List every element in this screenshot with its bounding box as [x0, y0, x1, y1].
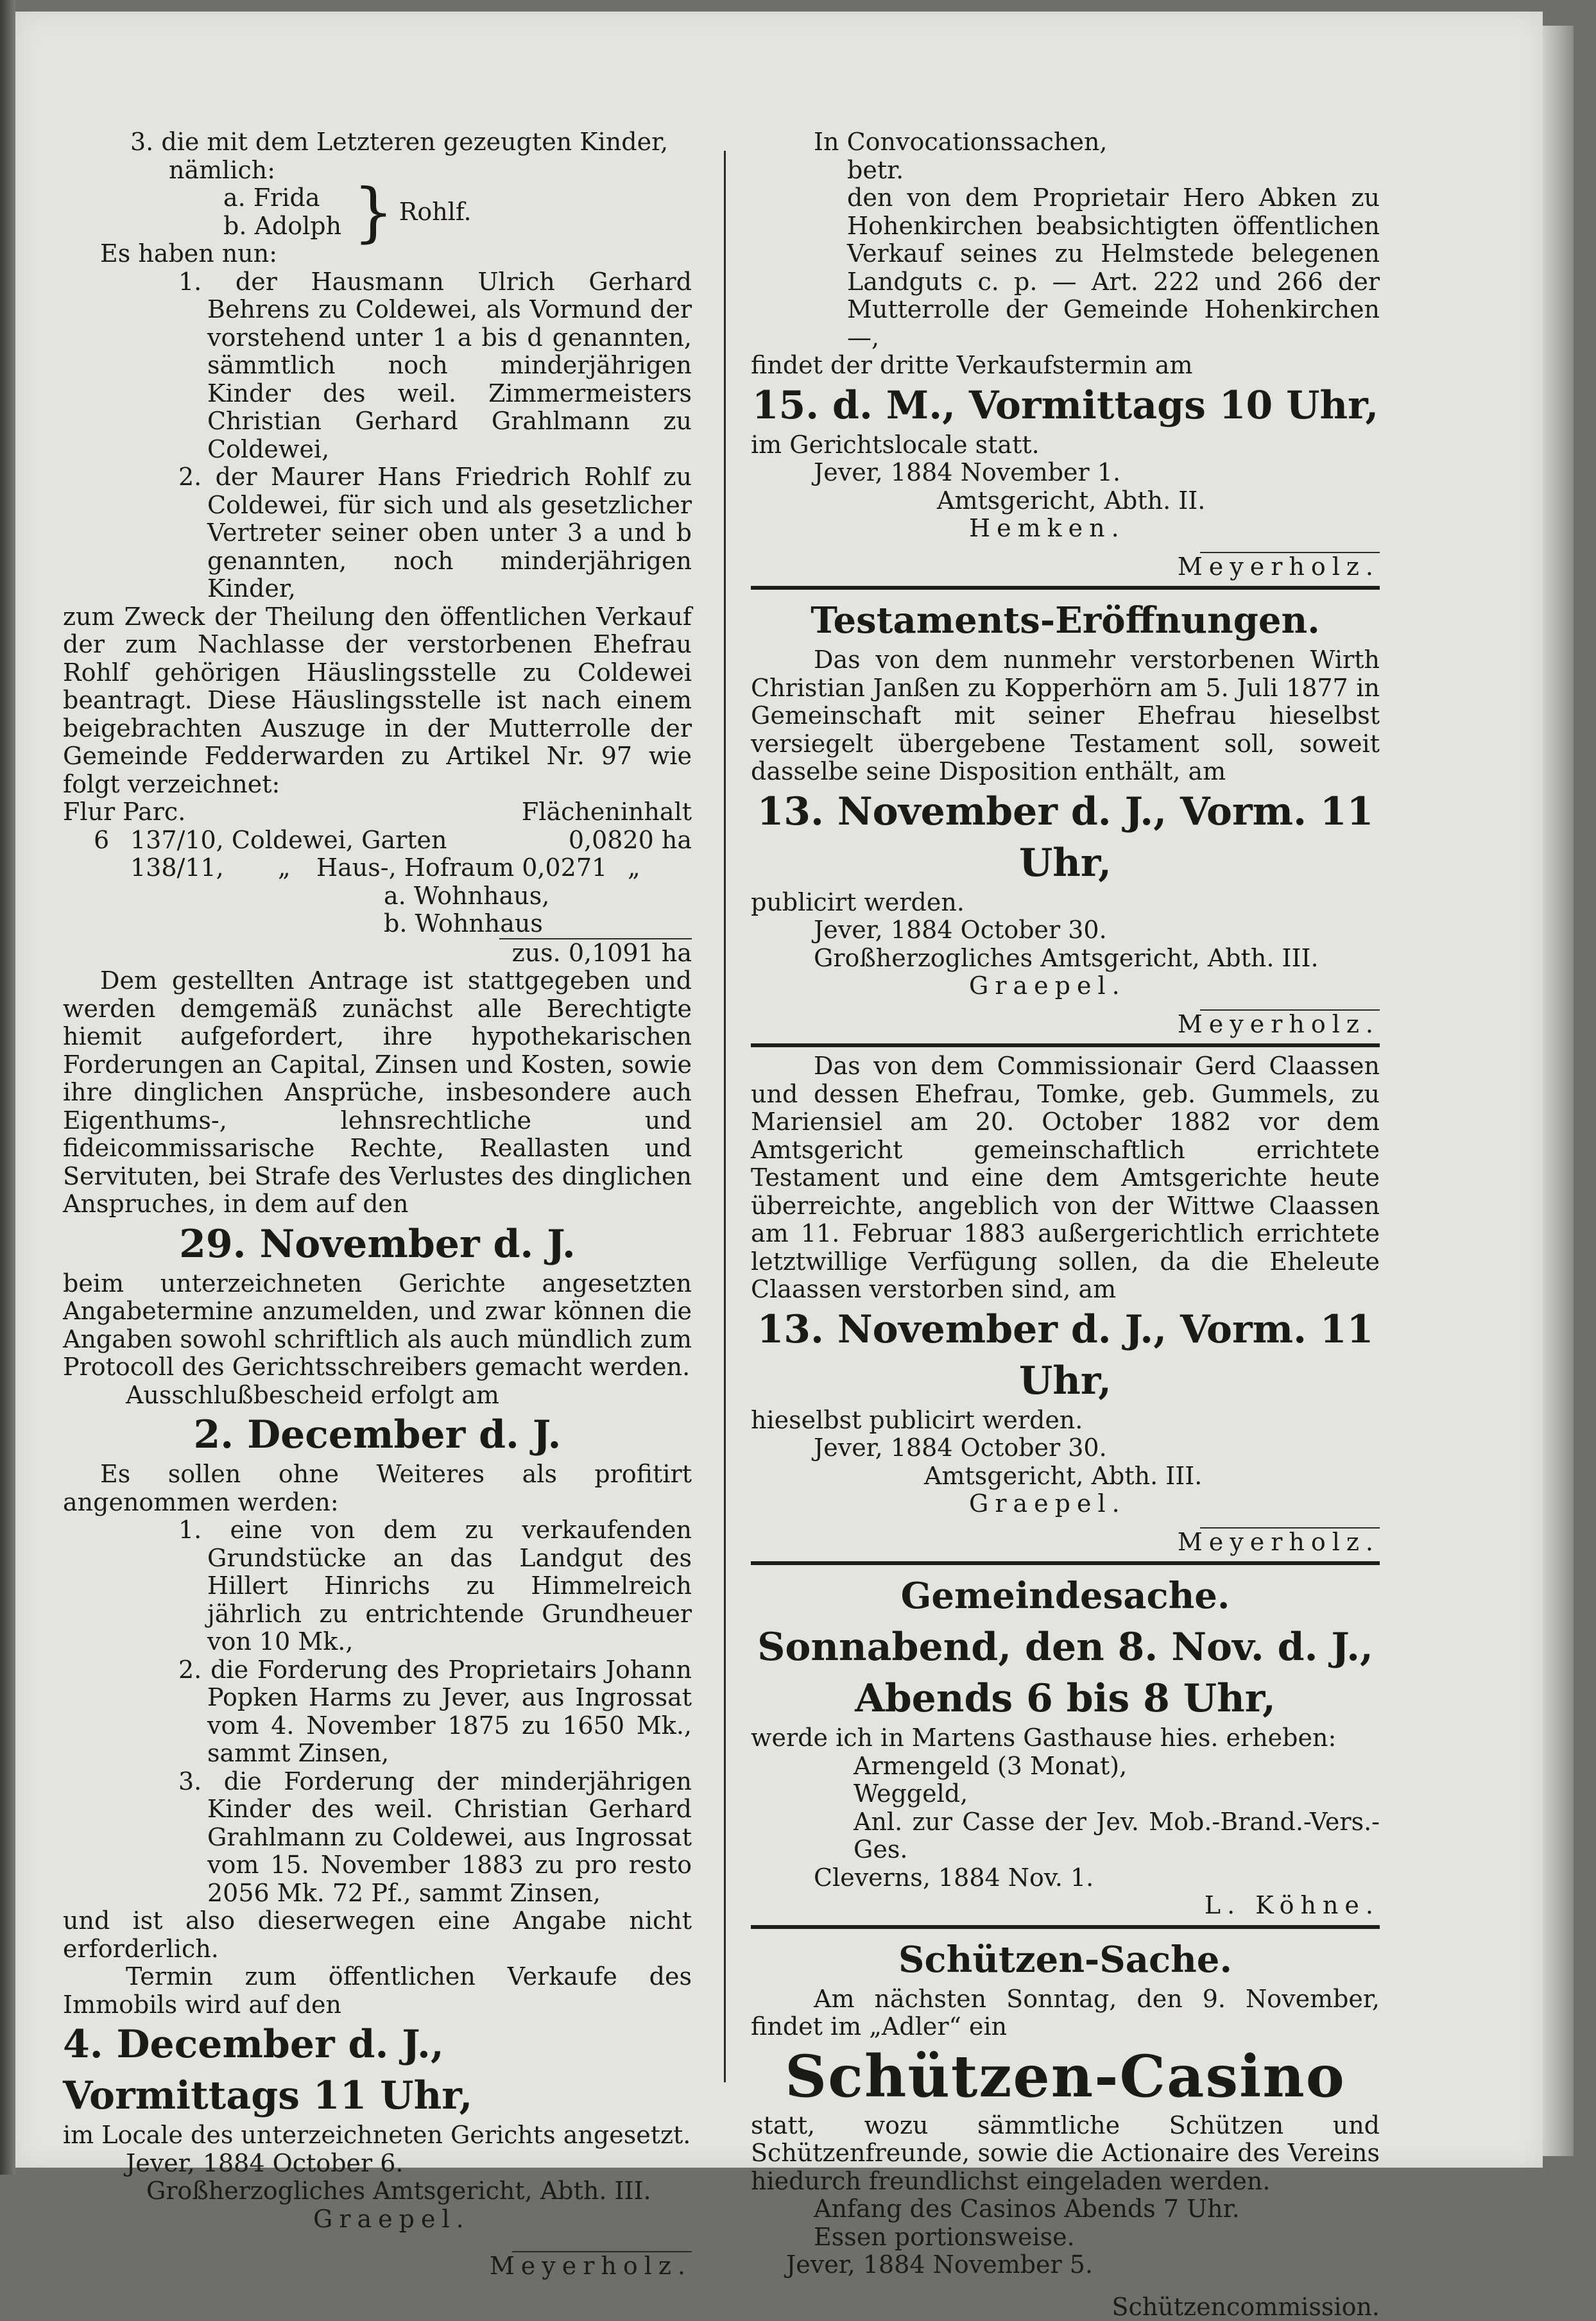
- date-heading: 4. December d. J., Vormittags 11 Uhr,: [63, 2019, 692, 2121]
- table-cell: b. Wohnhaus: [63, 910, 692, 938]
- text-line: werde ich in Martens Gasthause hies. erheben:: [751, 1724, 1380, 1752]
- paragraph: Am nächsten Sonntag, den 9. November, findet im „Adler“ ein: [751, 1985, 1380, 2041]
- date-heading: Sonnabend, den 8. Nov. d. J.,: [751, 1622, 1380, 1673]
- court-name: Großherzogliches Amtsgericht, Abth. III.: [751, 945, 1380, 973]
- clerk-name: Meyerholz.: [751, 1011, 1380, 1039]
- child-a: a. Frida: [223, 184, 341, 212]
- date-heading: 13. November d. J., Vorm. 11 Uhr,: [751, 1304, 1380, 1407]
- section-rule: [751, 1925, 1380, 1929]
- table-cell: 137/10, Coldewei, Garten: [130, 826, 569, 855]
- text-line: Es haben nun:: [63, 240, 692, 268]
- list-item: Weggeld,: [751, 1780, 1380, 1808]
- judge-name: Hemken.: [751, 515, 1380, 543]
- paragraph: Ausschlußbescheid erfolgt am: [63, 1382, 692, 1410]
- text-line: betr.: [751, 157, 1380, 185]
- clerk-name: Meyerholz.: [751, 1529, 1380, 1557]
- paragraph: Es sollen ohne Weiteres als profitirt angenommen werden:: [63, 1460, 692, 1516]
- paragraph: im Locale des unterzeichneten Gerichts angesetzt.: [63, 2121, 692, 2150]
- date-heading: 15. d. M., Vormittags 10 Uhr,: [751, 380, 1380, 431]
- date-heading: Abends 6 bis 8 Uhr,: [751, 1673, 1380, 1724]
- page-edge: [1543, 26, 1574, 2156]
- text-line: Anfang des Casinos Abends 7 Uhr.: [751, 2195, 1380, 2223]
- section-heading: Testaments-Eröffnungen.: [751, 595, 1380, 646]
- list-item: 1. der Hausmann Ulrich Gerhard Behrens zu Coldewei, als Vormund der vorstehend unter 1 a bis d genannten, sämmtlich noch minderjährigen Kinder des weil. Zimmermeisters Christian Gerhard Grahlmann zu Coldewei,: [63, 268, 692, 464]
- clerk-name: Meyerholz.: [63, 2252, 692, 2281]
- judge-name: Graepel.: [751, 972, 1380, 1000]
- book-gutter: [0, 0, 15, 2175]
- text-line: findet der dritte Verkaufstermin am: [751, 352, 1380, 380]
- text-line: hieselbst publicirt werden.: [751, 1407, 1380, 1435]
- place-date: Jever, 1884 October 6.: [63, 2150, 692, 2178]
- text-line: nämlich:: [63, 157, 692, 185]
- surname: Rohlf.: [394, 198, 472, 227]
- children-list: [63, 184, 692, 240]
- table-cell: 138/11,: [130, 854, 278, 882]
- section-rule: [751, 1561, 1380, 1565]
- date-heading: 2. December d. J.: [63, 1409, 692, 1460]
- brace-glyph: }: [353, 193, 394, 232]
- paragraph: Das von dem Commissionair Gerd Claassen und dessen Ehefrau, Tomke, geb. Gummels, zu Mariensiel am 20. October 1882 vor dem Amtsgericht gemeinschaftlich errichtete Testament und eine dem Amtsgerichte heute überreichte, angeblich von der Wittwe Claassen am 11. Februar 1883 außergerichtlich errichtete letztwillige Verfügung sollen, da die Eheleute Claassen verstorben sind, am: [751, 1052, 1380, 1304]
- table-header: Flur Parc.: [63, 798, 185, 826]
- section-rule: [751, 1043, 1380, 1047]
- place-date: Jever, 1884 October 30.: [751, 916, 1380, 945]
- court-name: Großherzogliches Amtsgericht, Abth. III.: [63, 2177, 692, 2205]
- table-total: zus. 0,1091 ha: [499, 938, 692, 968]
- signature: L. Köhne.: [751, 1892, 1380, 1920]
- clerk-name: Meyerholz.: [751, 553, 1380, 581]
- signature: Schützencommission.: [751, 2293, 1380, 2321]
- text-line: im Gerichtslocale statt.: [751, 431, 1380, 459]
- paragraph: beim unterzeichneten Gerichte angesetzten Angabetermine anzumelden, und zwar können die Angaben sowohl schriftlich als auch mündlich zum Protocoll des Gerichtsschreibers gemacht werden.: [63, 1270, 692, 1382]
- date-heading: 13. November d. J., Vorm. 11 Uhr,: [751, 786, 1380, 889]
- paragraph: Das von dem nunmehr verstorbenen Wirth Christian Janßen zu Kopperhörn am 5. Juli 1877 in Gemeinschaft mit seiner Ehefrau hieselbst versiegelt übergebene Testament soll, soweit dasselbe seine Disposition enthält, am: [751, 646, 1380, 786]
- paragraph: Termin zum öffentlichen Verkaufe des Immobils wird auf den: [63, 1963, 692, 2019]
- paragraph: Dem gestellten Antrage ist stattgegeben und werden demgemäß zunächst alle Berechtigte hiemit aufgefordert, ihre hypothekarischen Forderungen an Capital, Zinsen und Kosten, sowie ihre dinglichen Ansprüche, insbesondere auch Eigenthums-, lehnsrechtliche und fideicommissarische Rechte, Reallasten und Servituten, bei Strafe des Verlustes des dinglichen Anspruches, in dem auf den: [63, 967, 692, 1219]
- text-line: 3. die mit dem Letzteren gezeugten Kinder,: [63, 128, 692, 157]
- paragraph: statt, wozu sämmtliche Schützen und Schützenfreunde, sowie die Actionaire des Vereins hiedurch freundlichst eingeladen werden.: [751, 2112, 1380, 2196]
- table-cell: 6: [63, 826, 130, 855]
- place-date: Jever, 1884 October 30.: [751, 1434, 1380, 1462]
- text-line: publicirt werden.: [751, 889, 1380, 917]
- event-heading: Schützen-Casino: [751, 2041, 1380, 2112]
- table-cell: 0,0820 ha: [569, 826, 692, 855]
- place-date: Cleverns, 1884 Nov. 1.: [751, 1864, 1380, 1892]
- place-date: Jever, 1884 November 1.: [751, 459, 1380, 487]
- list-item: Anl. zur Casse der Jev. Mob.-Brand.-Vers.-Ges.: [751, 1808, 1380, 1864]
- section-heading: Gemeindesache.: [751, 1570, 1380, 1622]
- table-header: Flächeninhalt: [522, 798, 692, 826]
- place-date: Jever, 1884 November 5.: [751, 2251, 1380, 2279]
- list-item: 1. eine von dem zu verkaufenden Grundstücke an das Landgut des Hillert Hinrichs zu Himmelreich jährlich zu entrichtende Grundheuer von 10 Mk.,: [63, 1516, 692, 1656]
- section-heading: Schützen-Sache.: [751, 1934, 1380, 1985]
- table-cell: a. Wohnhaus,: [63, 882, 692, 911]
- judge-name: Graepel.: [751, 1490, 1380, 1518]
- list-item: 3. die Forderung der minderjährigen Kinder des weil. Christian Gerhard Grahlmann zu Coldewei, aus Ingrossat vom 15. November 1883 zu pro resto 2056 Mk. 72 Pf., sammt Zinsen,: [63, 1768, 692, 1908]
- list-item: 2. der Maurer Hans Friedrich Rohlf zu Coldewei, für sich und als gesetzlicher Vertreter seiner oben unter 3 a und b genannten, noch minderjährigen Kinder,: [63, 463, 692, 603]
- paragraph: den von dem Proprietair Hero Abken zu Hohenkirchen beabsichtigten öffentlichen Verkauf seines zu Helmstede belegenen Landguts c. p. — Art. 222 und 266 der Mutterrolle der Gemeinde Hohenkirchen —,: [751, 184, 1380, 352]
- section-rule: [751, 586, 1380, 590]
- list-item: 2. die Forderung des Proprietairs Johann Popken Harms zu Jever, aus Ingrossat vom 4. November 1875 zu 1650 Mk., sammt Zinsen,: [63, 1656, 692, 1768]
- child-b: b. Adolph: [223, 212, 341, 241]
- paragraph: und ist also dieserwegen eine Angabe nicht erforderlich.: [63, 1907, 692, 1963]
- column-divider: [724, 151, 726, 2082]
- date-heading: 29. November d. J.: [63, 1219, 692, 1270]
- table-cell: Haus-, Hofraum 0,0271: [316, 854, 628, 882]
- list-item: Armengeld (3 Monat),: [751, 1752, 1380, 1781]
- court-name: Amtsgericht, Abth. III.: [751, 1462, 1380, 1491]
- parcel-table: [63, 798, 692, 967]
- text-line: In Convocationssachen,: [751, 128, 1380, 157]
- table-cell: „: [628, 854, 692, 882]
- left-column: [63, 128, 692, 2281]
- table-cell: „: [278, 854, 316, 882]
- text-line: Essen portionsweise.: [751, 2223, 1380, 2252]
- right-column: [751, 128, 1380, 2321]
- judge-name: Graepel.: [63, 2205, 692, 2234]
- paragraph: zum Zweck der Theilung den öffentlichen Verkauf der zum Nachlasse der verstorbenen Ehefrau Rohlf gehörigen Häuslingsstelle zu Coldewei beantragt. Diese Häuslingsstelle ist nach einem beigebrachten Auszuge in der Mutterrolle der Gemeinde Fedderwarden zu Artikel Nr. 97 wie folgt verzeichnet:: [63, 603, 692, 799]
- court-name: Amtsgericht, Abth. II.: [751, 487, 1380, 515]
